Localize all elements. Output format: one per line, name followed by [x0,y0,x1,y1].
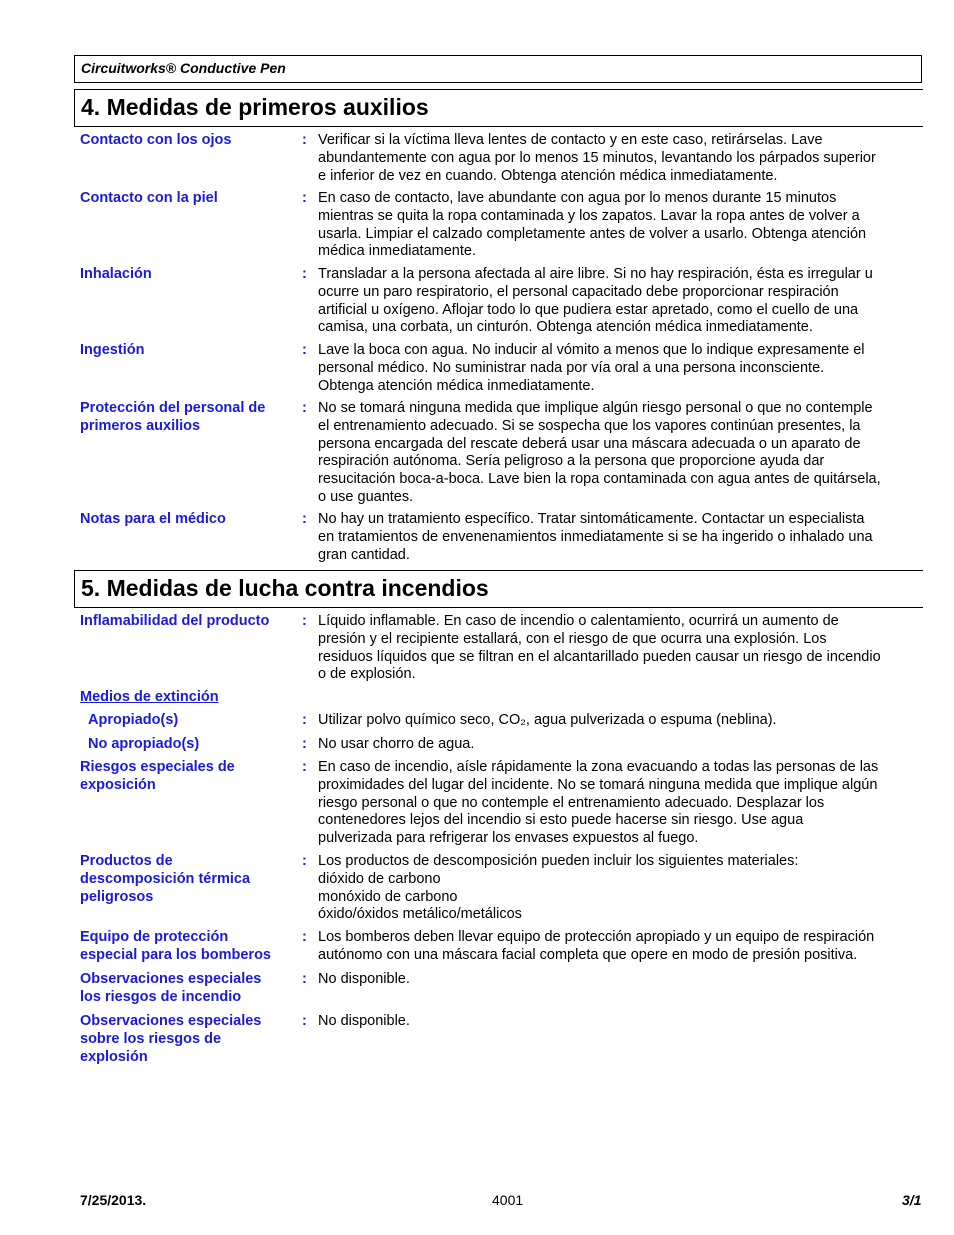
row-label [80,971,295,1007]
row-value-line: Verificar si la víctima lleva lentes de contacto y en este caso, retirárselas. Lave [318,132,823,148]
row-label [80,853,295,906]
row-value-line: residuos líquidos que se filtran en el alcantarillado pueden causar un riesgo de incendio [318,648,881,665]
section-5-title: 5. Medidas de lucha contra incendios [74,570,923,608]
row-label [80,929,295,965]
row-label-line: Observaciones especiales [80,1013,262,1029]
row-label [80,190,295,208]
row-label-line: descomposición térmica [80,870,251,887]
row-label-line: Protección del personal de [80,400,266,416]
row-value [318,712,925,730]
row-value [318,400,925,507]
row-value-line: gran cantidad. [318,546,410,563]
row-value-line: médica inmediatamente. [318,243,476,260]
row-label-line: Apropiado(s) [88,712,179,728]
row-value-line: Los bomberos deben llevar equipo de protección apropiado y un equipo de respiración [318,929,875,945]
row-value-line: autónomo con una máscara facial completa que opere en modo de presión positiva. [318,946,858,963]
row-label [80,613,295,631]
row-label [88,736,303,754]
footer-document-code: 4001 [492,1192,524,1208]
row-value-line: monóxido de carbono [318,888,458,905]
section-4-title: 4. Medidas de primeros auxilios [74,89,923,127]
row-value [318,853,925,924]
row-colon: : [302,712,307,728]
row-value-line: contenedores lejos del incendio si esto puede hacerse sin riesgo. Use agua [318,812,804,829]
row-value [318,342,925,395]
row-value [318,971,925,989]
product-name-header: Circuitworks® Conductive Pen [74,55,922,83]
row-label-line: Contacto con la piel [80,190,218,206]
row-value-line: en tratamientos de envenenamientos inmediatamente si se ha ingerido o inhalado una [318,528,873,545]
row-value-line: pulverizada para refrigerar los envases expuestos al fuego. [318,830,699,847]
row-value-line: resucitación boca-a-boca. Lave bien la ropa contaminada con agua antes de quitársela, [318,471,881,488]
row-value-line: dióxido de carbono [318,870,441,887]
row-colon: : [302,400,307,416]
row-colon: : [302,1013,307,1029]
row-value-line: óxido/óxidos metálico/metálicos [318,906,522,923]
row-colon: : [302,511,307,527]
row-value-line: usarla. Limpiar el calzado completamente antes de volver a usarlo. Obtenga atención [318,225,867,242]
row-label-line: Inflamabilidad del producto [80,613,270,629]
row-label-line: Notas para el médico [80,511,226,527]
row-value [318,736,925,754]
row-colon: : [302,929,307,945]
row-label-line: sobre los riesgos de [80,1030,222,1047]
row-label [80,1013,295,1066]
row-label-line: Equipo de protección [80,929,229,945]
row-value [318,511,925,564]
row-value [318,1013,925,1031]
row-label [80,342,295,360]
row-label-line: primeros auxilios [80,417,201,434]
row-value-line: el entrenamiento adecuado. Si se sospecha que los vapores continúan presentes, la [318,417,861,434]
row-label-line: especial para los bomberos [80,946,271,963]
row-label-line: peligrosos [80,888,154,905]
row-value-line: presión y el recipiente estallará, con el riesgo de que ocurra una explosión. Los [318,630,827,647]
row-colon: : [302,190,307,206]
row-label [80,266,295,284]
row-value-line: Transladar a la persona afectada al aire libre. Si no hay respiración, ésta es irregular u [318,266,873,282]
row-value-line: proximidades del lugar del incidente. No se tomará ninguna medida que implique algún [318,776,878,793]
row-value-line: Obtenga atención médica inmediatamente. [318,377,595,394]
row-value-line: mientras se quita la ropa contaminada y los zapatos. Lavar la ropa antes de volver a [318,207,860,224]
row-value-line: Lave la boca con agua. No inducir al vómito a menos que lo indique expresamente el [318,342,865,358]
row-label-line: Medios de extinción [80,689,219,705]
row-label-line: Ingestión [80,342,145,358]
row-value-line: artificial u oxígeno. Aflojar todo lo que pudiera estar apretado, como el cuello de una [318,301,859,318]
row-value [318,190,925,261]
row-label-line: Observaciones especiales [80,971,262,987]
row-value-line: o de explosión. [318,666,416,683]
row-value-line: camisa, una corbata, un cinturón. Obtenga atención médica inmediatamente. [318,319,813,336]
row-value-line: Utilizar polvo químico seco, CO₂, agua pulverizada o espuma (neblina). [318,712,777,728]
row-label [88,712,303,730]
row-colon: : [302,132,307,148]
row-value-line: e inferior de vez en cuando. Obtenga atención médica inmediatamente. [318,167,778,184]
row-value-line: En caso de incendio, aísle rápidamente la zona evacuando a todas las personas de las [318,759,879,775]
row-label [80,132,295,150]
row-label [80,689,295,707]
row-value-line: persona encargada del rescate deberá usar una máscara adecuada o un aparato de [318,435,861,452]
row-value-line: personal médico. No suministrar nada por vía oral a una persona inconsciente. [318,359,825,376]
row-colon: : [302,971,307,987]
row-value [318,613,925,684]
row-label-line: Contacto con los ojos [80,132,232,148]
row-value [318,266,925,337]
row-colon: : [302,342,307,358]
row-value-line: No hay un tratamiento específico. Tratar sintomáticamente. Contactar un especialista [318,511,865,527]
row-colon: : [302,266,307,282]
row-value-line: respiración autónoma. Sería peligroso a la persona que proporcione ayuda dar [318,453,825,470]
row-label-line: Productos de [80,853,173,869]
row-value [318,132,925,185]
row-value-line: o use guantes. [318,488,414,505]
row-label-line: explosión [80,1048,148,1065]
row-colon: : [302,853,307,869]
row-value-line: No disponible. [318,971,410,987]
row-value [318,929,925,965]
row-value-line: En caso de contacto, lave abundante con agua por lo menos durante 15 minutos [318,190,837,206]
row-value-line: Los productos de descomposición pueden incluir los siguientes materiales: [318,853,799,869]
row-value-line: No se tomará ninguna medida que implique algún riesgo personal o que no contemple [318,400,873,416]
row-label-line: los riesgos de incendio [80,988,242,1005]
row-colon: : [302,613,307,629]
row-value-line: abundantemente con agua por lo menos 15 minutos, levantando los párpados superior [318,149,876,166]
row-value [318,759,925,848]
row-value-line: No usar chorro de agua. [318,736,475,752]
row-value-line: Líquido inflamable. En caso de incendio o calentamiento, ocurrirá un aumento de [318,613,839,629]
row-value-line: riesgo personal o que no contemple el entrenamiento adecuado. Desplazar los [318,794,825,811]
row-label-line: exposición [80,776,156,793]
row-value-line: ocurre un paro respiratorio, el personal capacitado debe proporcionar respiración [318,283,839,300]
footer-page-number: 3/1 [902,1192,922,1208]
row-colon: : [302,736,307,752]
row-label [80,511,295,529]
footer-date: 7/25/2013. [80,1192,147,1208]
row-label [80,400,295,436]
row-label [80,759,295,795]
row-value-line: No disponible. [318,1013,410,1029]
row-colon: : [302,759,307,775]
row-label-line: Riesgos especiales de [80,759,235,775]
row-label-line: Inhalación [80,266,152,282]
row-label-line: No apropiado(s) [88,736,200,752]
